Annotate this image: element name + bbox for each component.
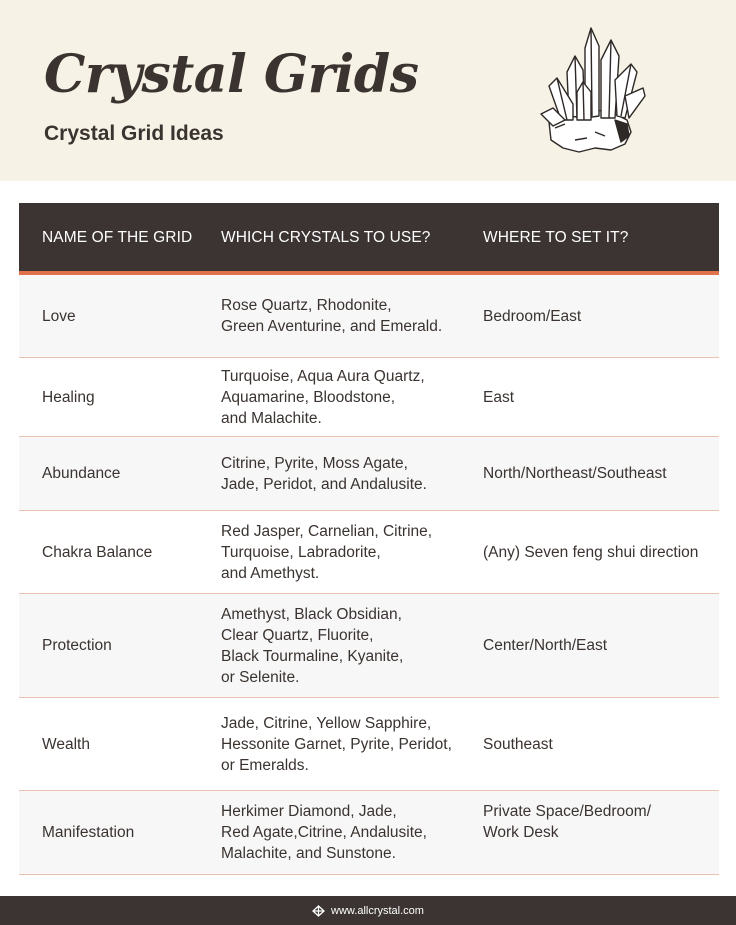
grid-name-cell bbox=[42, 358, 212, 436]
location-line: (Any) Seven feng shui direction bbox=[483, 543, 699, 561]
grid-name-cell bbox=[42, 698, 212, 790]
crystals-line: Herkimer Diamond, Jade, bbox=[221, 803, 397, 820]
allcrystal-logo-icon bbox=[312, 905, 325, 917]
grid-name-cell bbox=[42, 594, 212, 697]
crystals-line: Amethyst, Black Obsidian, bbox=[221, 605, 402, 623]
column-header-crystals: WHICH CRYSTALS TO USE? bbox=[221, 229, 431, 246]
crystals-line: Red Agate,Citrine, Andalusite, bbox=[221, 824, 427, 841]
location-line: Work Desk bbox=[483, 824, 559, 841]
crystals-line: Red Jasper, Carnelian, Citrine, bbox=[221, 522, 433, 540]
crystals-cell bbox=[221, 698, 476, 790]
crystals-line: Turquoise, Aqua Aura Quartz, bbox=[221, 367, 425, 385]
grid-name-cell bbox=[42, 511, 212, 593]
footer-url: www.allcrystal.com bbox=[331, 904, 424, 917]
grid-name: Love bbox=[42, 307, 76, 325]
crystals-cell bbox=[221, 275, 476, 357]
crystals-line: Citrine, Pyrite, Moss Agate, bbox=[221, 454, 408, 472]
footer-bar bbox=[0, 896, 736, 925]
crystals-cell bbox=[221, 594, 476, 697]
grid-name: Abundance bbox=[42, 465, 121, 482]
crystals-cell bbox=[221, 358, 476, 436]
location-line: Bedroom/East bbox=[483, 307, 582, 325]
location-line: East bbox=[483, 388, 515, 406]
location-cell bbox=[483, 358, 719, 436]
crystals-line: Rose Quartz, Rhodonite, bbox=[221, 297, 392, 314]
grid-name: Protection bbox=[42, 637, 112, 654]
crystals-line: Turquoise, Labradorite, bbox=[221, 543, 381, 561]
crystals-line: Malachite, and Sunstone. bbox=[221, 845, 396, 862]
table-row bbox=[19, 275, 719, 358]
table-row bbox=[19, 791, 719, 875]
crystals-line: Clear Quartz, Fluorite, bbox=[221, 626, 374, 644]
crystals-line: and Amethyst. bbox=[221, 564, 320, 582]
table-row bbox=[19, 594, 719, 698]
location-line: Southeast bbox=[483, 735, 553, 753]
table-row bbox=[19, 698, 719, 791]
table-row bbox=[19, 511, 719, 594]
crystals-line: Green Aventurine, and Emerald. bbox=[221, 318, 443, 335]
grid-name: Manifestation bbox=[42, 824, 135, 841]
crystal-cluster-icon bbox=[535, 20, 650, 160]
grid-name-cell bbox=[42, 791, 212, 874]
crystals-cell bbox=[221, 437, 476, 510]
page-title: Crystal Grids bbox=[44, 44, 419, 105]
crystals-line: Black Tourmaline, Kyanite, bbox=[221, 647, 404, 665]
crystals-cell bbox=[221, 511, 476, 593]
table-row bbox=[19, 437, 719, 511]
crystals-cell bbox=[221, 791, 476, 874]
grid-name-cell bbox=[42, 437, 212, 510]
table-body bbox=[19, 275, 719, 875]
table-header bbox=[19, 203, 719, 275]
crystals-line: Aquamarine, Bloodstone, bbox=[221, 388, 396, 406]
location-line: Center/North/East bbox=[483, 637, 608, 654]
location-line: North/Northeast/Southeast bbox=[483, 465, 667, 482]
location-cell bbox=[483, 791, 719, 874]
grid-name: Chakra Balance bbox=[42, 543, 153, 561]
column-header-where: WHERE TO SET IT? bbox=[483, 229, 629, 246]
crystals-line: or Selenite. bbox=[221, 668, 300, 686]
header-banner bbox=[0, 0, 736, 181]
location-cell bbox=[483, 437, 719, 510]
location-cell bbox=[483, 511, 719, 593]
grid-name-cell bbox=[42, 275, 212, 357]
page-subtitle: Crystal Grid Ideas bbox=[44, 122, 224, 145]
column-header-name: NAME OF THE GRID bbox=[42, 229, 193, 246]
location-cell bbox=[483, 594, 719, 697]
location-line: Private Space/Bedroom/ bbox=[483, 803, 652, 820]
location-cell bbox=[483, 275, 719, 357]
grid-name: Wealth bbox=[42, 735, 90, 753]
crystals-line: Jade, Citrine, Yellow Sapphire, bbox=[221, 714, 432, 732]
grid-name: Healing bbox=[42, 388, 95, 406]
crystals-line: and Malachite. bbox=[221, 409, 322, 427]
crystals-line: Jade, Peridot, and Andalusite. bbox=[221, 475, 427, 493]
table-row bbox=[19, 358, 719, 437]
location-cell bbox=[483, 698, 719, 790]
crystals-line: or Emeralds. bbox=[221, 756, 309, 774]
crystals-line: Hessonite Garnet, Pyrite, Peridot, bbox=[221, 735, 452, 753]
crystal-grid-table bbox=[19, 203, 719, 875]
